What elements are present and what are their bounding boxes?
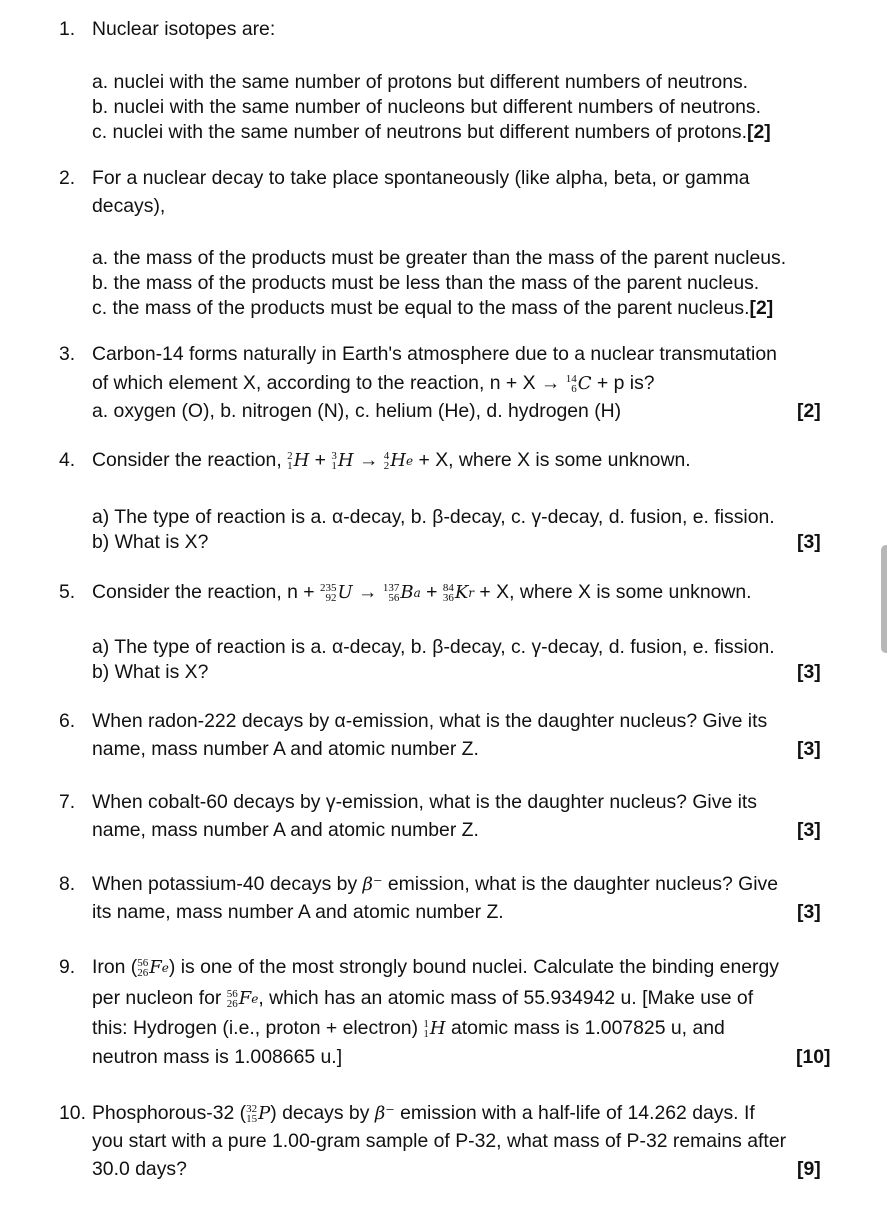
q1-option-b: b. nuclei with the same number of nucleons but different numbers of neutrons.: [92, 96, 762, 118]
q8-text-line1: When potassium-40 decays by β⁻ emission, what is the daughter nucleus? Give: [92, 873, 779, 895]
q7-number: 7.: [59, 791, 76, 813]
q5-marks: [3]: [797, 661, 821, 683]
q1-text: Nuclear isotopes are:: [92, 18, 276, 40]
iron-56-isotope-2: 56 26 F e: [226, 987, 259, 1010]
q1-marks: [2]: [746, 121, 771, 143]
q7-marks: [3]: [797, 819, 821, 841]
q5-text: Consider the reaction, n + 235 92 U → 137 56 B a + 84 36 K r + X, where X is some unknown.: [92, 581, 752, 604]
q4-marks: [3]: [797, 531, 821, 553]
q5-part-b: b) What is X?: [92, 661, 209, 683]
q9-text-line2: per nucleon for 56 26 F e , which has an atomic mass of 55.934942 u. [Make use of: [92, 987, 754, 1010]
q4-part-b: b) What is X?: [92, 531, 209, 553]
q2-marks: [2]: [749, 297, 774, 319]
q3-number: 3.: [59, 343, 76, 365]
tritium-isotope: 3 1 H: [331, 449, 354, 472]
q9-text-line3: this: Hydrogen (i.e., proton + electron) 1 1 H atomic mass is 1.007825 u, and: [92, 1017, 725, 1040]
q10-text-line3: 30.0 days?: [92, 1158, 187, 1180]
q10-text-line2: you start with a pure 1.00-gram sample of P-32, what mass of P-32 remains after: [92, 1130, 787, 1152]
q2-option-c: c. the mass of the products must be equal to the mass of the parent nucleus.[2]: [92, 297, 774, 319]
q3-marks: [2]: [797, 400, 821, 422]
q10-text-line1: Phosphorous-32 ( 32 15 P ) decays by β⁻ emission with a half-life of 14.262 days. If: [92, 1102, 755, 1125]
q6-marks: [3]: [797, 738, 821, 760]
uranium-235-isotope: 235 92 U: [319, 581, 353, 604]
carbon-14-isotope: 14 6 C: [565, 372, 592, 395]
q7-text-line2: name, mass number A and atomic number Z.: [92, 819, 479, 841]
phosphorus-32-isotope: 32 15 P: [246, 1102, 271, 1125]
q4-number: 4.: [59, 449, 76, 471]
q6-number: 6.: [59, 710, 76, 732]
q2-number: 2.: [59, 167, 76, 189]
q6-text-line1: When radon-222 decays by α-emission, what is the daughter nucleus? Give its: [92, 710, 768, 732]
q5-part-a: a) The type of reaction is a. α-decay, b. β-decay, c. γ-decay, d. fusion, e. fission.: [92, 636, 775, 658]
q10-marks: [9]: [797, 1158, 821, 1180]
q1-option-c: c. nuclei with the same number of neutrons but different numbers of protons.[2]: [92, 121, 771, 143]
q3-text-line1: Carbon-14 forms naturally in Earth's atmosphere due to a nuclear transmutation: [92, 343, 777, 365]
deuterium-isotope: 2 1 H: [287, 449, 310, 472]
q8-number: 8.: [59, 873, 76, 895]
q1-number: 1.: [59, 18, 76, 40]
q4-text: Consider the reaction, 2 1 H + 3 1 H → 4 2 H e + X, where X is some unknown.: [92, 449, 691, 472]
scrollbar-thumb[interactable]: [881, 545, 887, 653]
krypton-84-isotope: 84 36 K r: [442, 581, 475, 604]
q6-text-line2: name, mass number A and atomic number Z.: [92, 738, 479, 760]
q5-number: 5.: [59, 581, 76, 603]
q8-text-line2: its name, mass number A and atomic number Z.: [92, 901, 504, 923]
q2-text-line1: For a nuclear decay to take place spontaneously (like alpha, beta, or gamma: [92, 167, 750, 189]
beta-minus-symbol: β⁻: [362, 874, 383, 895]
q4-part-a: a) The type of reaction is a. α-decay, b. β-decay, c. γ-decay, d. fusion, e. fission.: [92, 506, 775, 528]
q7-text-line1: When cobalt-60 decays by γ-emission, what is the daughter nucleus? Give its: [92, 791, 758, 813]
beta-minus-symbol-2: β⁻: [374, 1103, 395, 1124]
q9-marks: [10]: [796, 1046, 831, 1068]
q2-option-a: a. the mass of the products must be greater than the mass of the parent nucleus.: [92, 247, 787, 269]
q10-number: 10.: [59, 1102, 86, 1124]
q8-marks: [3]: [797, 901, 821, 923]
q2-option-b: b. the mass of the products must be less than the mass of the parent nucleus.: [92, 272, 760, 294]
q3-options: a. oxygen (O), b. nitrogen (N), c. helium (He), d. hydrogen (H): [92, 400, 622, 422]
iron-56-isotope: 56 26 F e: [137, 956, 169, 979]
hydrogen-1-isotope: 1 1 H: [423, 1017, 446, 1040]
helium-4-isotope: 4 2 H e: [383, 449, 414, 472]
q9-text-line4: neutron mass is 1.008665 u.]: [92, 1046, 343, 1068]
q1-option-a: a. nuclei with the same number of protons but different numbers of neutrons.: [92, 71, 749, 93]
q9-number: 9.: [59, 956, 76, 978]
barium-137-isotope: 137 56 B a: [382, 581, 421, 604]
q3-text-line2: of which element X, according to the reaction, n + X → 14 6 C + p is?: [92, 372, 655, 395]
q2-text-line2: decays),: [92, 195, 166, 217]
q9-text-line1: Iron ( 56 26 F e ) is one of the most strongly bound nuclei. Calculate the binding energy: [92, 956, 779, 979]
